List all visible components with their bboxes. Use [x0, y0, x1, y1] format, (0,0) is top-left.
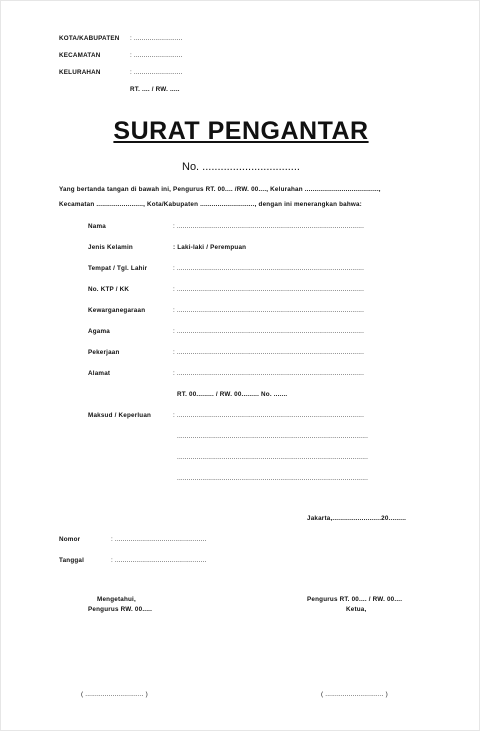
kecamatan-value: : .........................	[130, 52, 183, 59]
date-line: Jakarta,.........................20.........	[307, 515, 407, 522]
sign-left-name: ( .............................. )	[81, 691, 148, 698]
field-label-ttl: Tempat / Tgl. Lahir	[88, 265, 148, 272]
intro-line-2: Kecamatan ........................, Kota/Kabupaten ............................, dengan ini menerangkan bahwa:	[59, 201, 362, 208]
field-label-jenis-kelamin: Jenis Kelamin	[88, 244, 133, 251]
kelurahan-label: KELURAHAN	[59, 69, 101, 76]
field-value-kewarganegaraan: : ................................................................................................	[173, 307, 365, 314]
field-value-alamat: : ................................................................................................	[173, 370, 365, 377]
kelurahan-value: : .........................	[130, 69, 183, 76]
field-value-agama: : ................................................................................................	[173, 328, 365, 335]
field-label-agama: Agama	[88, 328, 110, 335]
maksud-line-2: ..................................................................................................	[177, 433, 369, 440]
document-title: SURAT PENGANTAR	[113, 117, 369, 145]
sign-right-line-1: Pengurus RT. 00.... / RW. 00....	[307, 596, 403, 603]
kota-value: : .........................	[130, 35, 183, 42]
maksud-line-4: ..................................................................................................	[177, 475, 369, 482]
document-number: No. ................................	[182, 161, 300, 173]
tanggal-label: Tanggal	[59, 557, 85, 564]
field-label-maksud: Maksud / Keperluan	[88, 412, 152, 419]
field-label-pekerjaan: Pekerjaan	[88, 349, 120, 356]
field-value-jenis-kelamin: : Laki-laki / Perempuan	[173, 244, 247, 251]
kecamatan-label: KECAMATAN	[59, 52, 101, 59]
field-value-ktp: : ................................................................................................	[173, 286, 365, 293]
nomor-label: Nomor	[59, 536, 81, 543]
alamat-rt-rw: RT. 00......... / RW. 00......... No. .......	[177, 391, 288, 398]
intro-line-1: Yang bertanda tangan di bawah ini, Pengurus RT. 00.... /RW. 00...., Kelurahan ......................................,	[59, 186, 381, 193]
nomor-value: : ...............................................	[111, 536, 207, 543]
field-label-nama: Nama	[88, 223, 106, 230]
field-value-maksud: : ................................................................................................	[173, 412, 365, 419]
field-label-kewarganegaraan: Kewarganegaraan	[88, 307, 146, 314]
maksud-line-3: ..................................................................................................	[177, 454, 369, 461]
kota-label: KOTA/KABUPATEN	[59, 35, 120, 42]
sign-right-name: ( .............................. )	[321, 691, 388, 698]
sign-right-line-2: Ketua,	[346, 606, 367, 613]
field-label-alamat: Alamat	[88, 370, 111, 377]
header-rt-rw: RT. .... / RW. .....	[130, 86, 180, 93]
field-value-pekerjaan: : ................................................................................................	[173, 349, 365, 356]
sign-left-line-2: Pengurus RW. 00.....	[88, 606, 153, 613]
tanggal-value: : ...............................................	[111, 557, 207, 564]
sign-left-line-1: Mengetahui,	[97, 596, 136, 603]
field-value-ttl: : ................................................................................................	[173, 265, 365, 272]
field-value-nama: : ................................................................................................	[173, 223, 365, 230]
field-label-ktp: No. KTP / KK	[88, 286, 130, 293]
